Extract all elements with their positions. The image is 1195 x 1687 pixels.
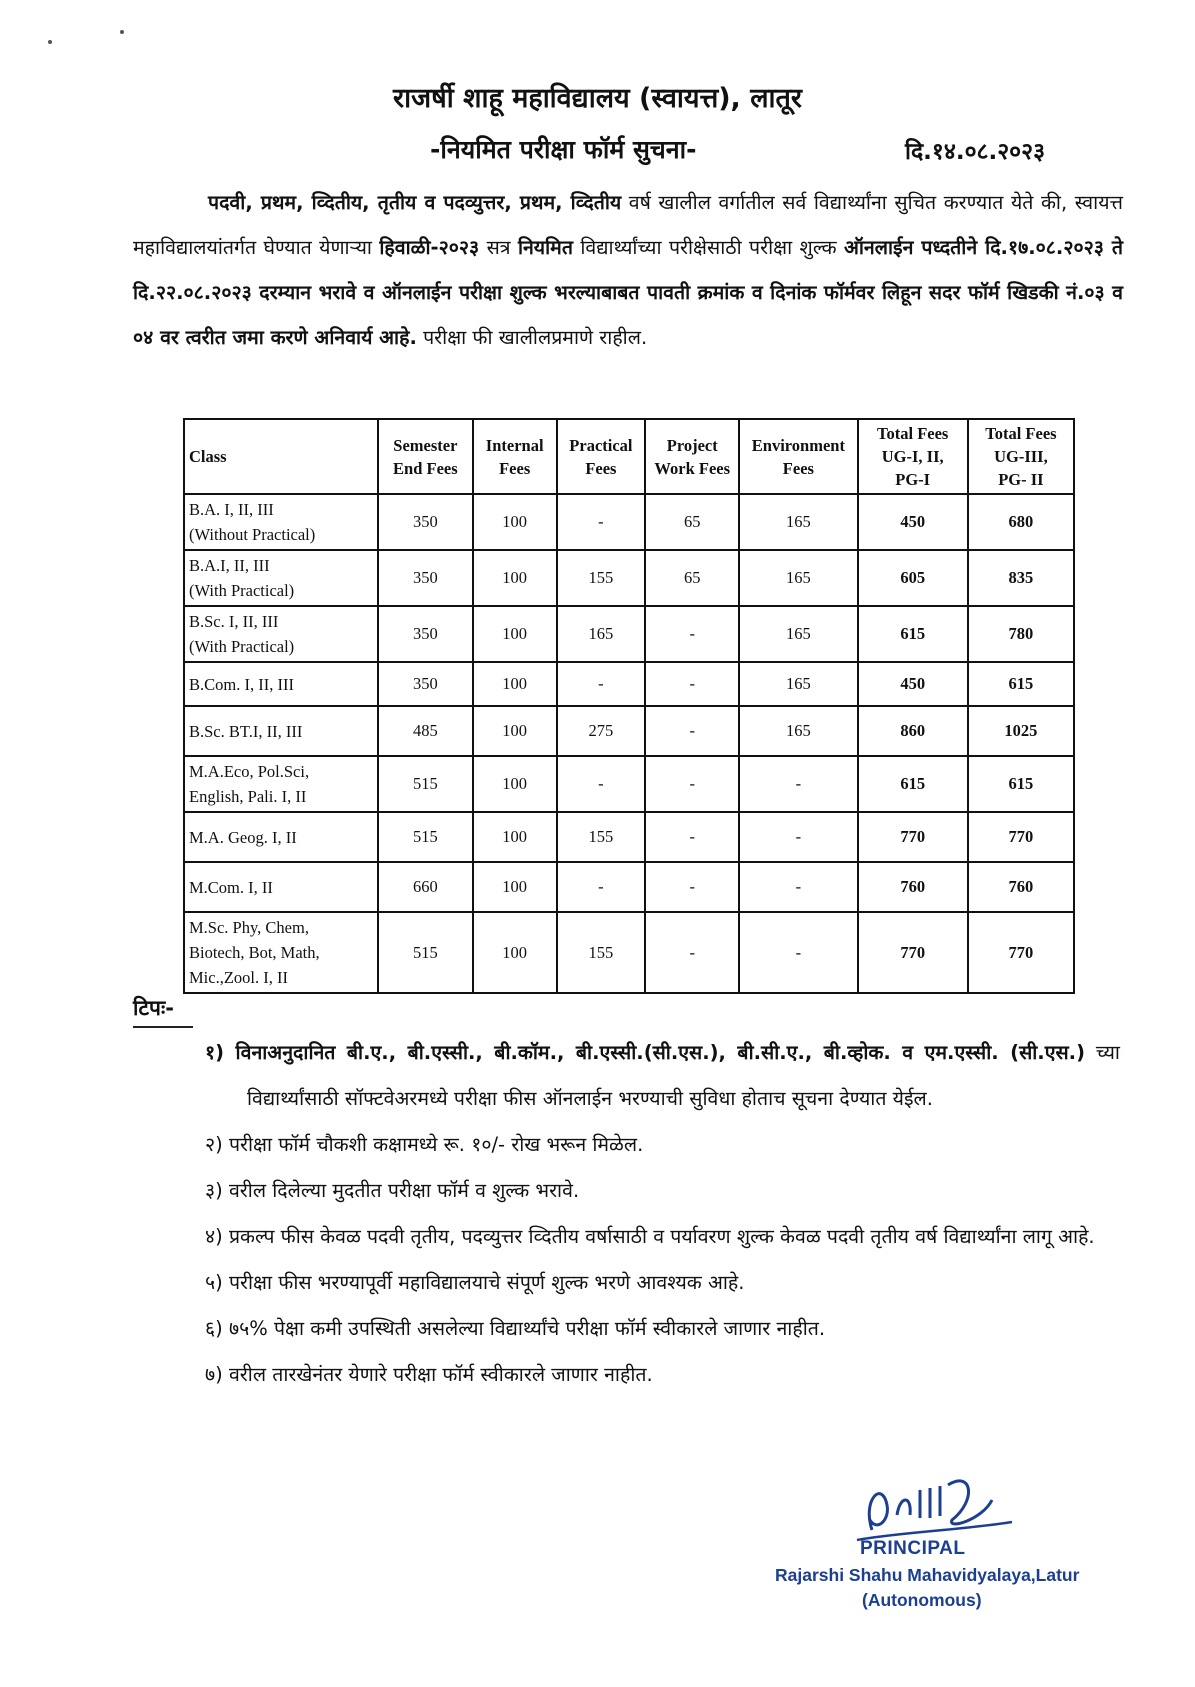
semester-fee-cell: 350 (378, 606, 473, 662)
semester-fee-cell: 515 (378, 812, 473, 862)
notice-subtitle: -नियमित परीक्षा फॉर्म सुचना- (430, 135, 697, 164)
header-class: Class (184, 419, 378, 494)
total-2-cell: 615 (968, 756, 1074, 812)
practical-fee-cell: - (557, 756, 646, 812)
total-2-cell: 770 (968, 812, 1074, 862)
note-item-1 (205, 1030, 1120, 1122)
header-internal-fees: Internal Fees (473, 419, 557, 494)
class-cell: B.Sc. I, II, III (With Practical) (184, 606, 378, 662)
scan-speck (120, 30, 124, 34)
practical-fee-cell: 155 (557, 912, 646, 993)
intro-text-2: वर्ष खालील वर्गातील सर्व विद्यार्थ्यांना सुचित करण्यात येते की, स्वायत्त महाविद्यालयांतर्गत घेण्यात येणाऱ्या (133, 191, 1123, 259)
note-item-6: ६) ७५% पेक्षा कमी उपस्थिती असलेल्या विद्यार्थ्यांचे परीक्षा फॉर्म स्वीकारले जाणार नाहीत. (205, 1317, 826, 1340)
project-fee-cell: - (645, 606, 739, 662)
header-project-work-fees: Project Work Fees (645, 419, 739, 494)
note-item-2: २) परीक्षा फॉर्म चौकशी कक्षामध्ये रू. १०/- रोख भरून मिळेल. (205, 1133, 644, 1156)
semester-fee-cell: 350 (378, 662, 473, 706)
header-environment-fees: Environment Fees (739, 419, 857, 494)
intro-bold-3: हिवाळी-२०२३ (379, 236, 480, 259)
intro-paragraph (133, 180, 1123, 360)
intro-text-6: विद्यार्थ्यांच्या परीक्षेसाठी परीक्षा शुल्क (572, 236, 844, 259)
stamp-principal: PRINCIPAL (860, 1538, 966, 1559)
note-item-7: ७) वरील तारखेनंतर येणारे परीक्षा फॉर्म स्वीकारले जाणार नाहीत. (205, 1363, 653, 1386)
practical-fee-cell: 275 (557, 706, 646, 756)
semester-fee-cell: 515 (378, 756, 473, 812)
table-row (184, 550, 1074, 606)
semester-fee-cell: 515 (378, 912, 473, 993)
internal-fee-cell: 100 (473, 550, 557, 606)
class-cell: M.Sc. Phy, Chem, Biotech, Bot, Math, Mic.,Zool. I, II (184, 912, 378, 993)
environment-fee-cell: - (739, 812, 857, 862)
internal-fee-cell: 100 (473, 662, 557, 706)
project-fee-cell: - (645, 912, 739, 993)
class-cell: M.Com. I, II (184, 862, 378, 912)
header-semester-end-fees: Semester End Fees (378, 419, 473, 494)
total-1-cell: 605 (858, 550, 968, 606)
scan-speck (48, 40, 52, 44)
header-total-fees-ug-i-ii-pg-i: Total Fees UG-I, II, PG-I (858, 419, 968, 494)
table-row (184, 862, 1074, 912)
class-cell: B.A.I, II, III (With Practical) (184, 550, 378, 606)
stamp-college-name: Rajarshi Shahu Mahavidyalaya,Latur (775, 1565, 1080, 1585)
table-row (184, 662, 1074, 706)
college-title: राजर्षी शाहू महाविद्यालय (स्वायत्त), लातूर (393, 83, 802, 114)
project-fee-cell: - (645, 662, 739, 706)
table-row (184, 756, 1074, 812)
environment-fee-cell: 165 (739, 550, 857, 606)
total-2-cell: 780 (968, 606, 1074, 662)
semester-fee-cell: 660 (378, 862, 473, 912)
internal-fee-cell: 100 (473, 862, 557, 912)
total-1-cell: 450 (858, 662, 968, 706)
semester-fee-cell: 350 (378, 494, 473, 550)
total-1-cell: 760 (858, 862, 968, 912)
table-row (184, 706, 1074, 756)
total-2-cell: 1025 (968, 706, 1074, 756)
project-fee-cell: - (645, 812, 739, 862)
internal-fee-cell: 100 (473, 606, 557, 662)
total-2-cell: 760 (968, 862, 1074, 912)
class-cell: M.A.Eco, Pol.Sci, English, Pali. I, II (184, 756, 378, 812)
fee-table (183, 418, 1075, 994)
note-item-5: ५) परीक्षा फीस भरण्यापूर्वी महाविद्यालयाचे संपूर्ण शुल्क भरणे आवश्यक आहे. (205, 1271, 745, 1294)
project-fee-cell: 65 (645, 494, 739, 550)
practical-fee-cell: 155 (557, 550, 646, 606)
intro-text-4: सत्र (479, 236, 518, 259)
stamp-autonomous: (Autonomous) (862, 1590, 982, 1610)
environment-fee-cell: 165 (739, 706, 857, 756)
notes-label: टिपः- (133, 996, 174, 1020)
intro-text-8: परीक्षा फी खालीलप्रमाणे राहील. (416, 326, 648, 349)
class-cell: B.Com. I, II, III (184, 662, 378, 706)
class-cell: M.A. Geog. I, II (184, 812, 378, 862)
practical-fee-cell: - (557, 662, 646, 706)
header-practical-fees: Practical Fees (557, 419, 646, 494)
total-2-cell: 835 (968, 550, 1074, 606)
table-row (184, 494, 1074, 550)
table-row (184, 606, 1074, 662)
intro-bold-5: नियमित (517, 236, 573, 259)
internal-fee-cell: 100 (473, 756, 557, 812)
total-1-cell: 770 (858, 812, 968, 862)
table-row (184, 912, 1074, 993)
total-2-cell: 615 (968, 662, 1074, 706)
semester-fee-cell: 350 (378, 550, 473, 606)
note-item-3: ३) वरील दिलेल्या मुदतीत परीक्षा फॉर्म व शुल्क भरावे. (205, 1179, 580, 1202)
total-2-cell: 680 (968, 494, 1074, 550)
intro-bold-1: पदवी, प्रथम, व्दितीय, तृतीय व पदव्युत्तर, प्रथम, व्दितीय (208, 191, 622, 214)
practical-fee-cell: 165 (557, 606, 646, 662)
notice-date: दि.१४.०८.२०२३ (905, 139, 1046, 165)
notes-label-underline (133, 1026, 193, 1028)
environment-fee-cell: - (739, 862, 857, 912)
intro-bold-7: ऑनलाईन पध्दतीने दि.१७.०८.२०२३ ते दि.२२.०८.२०२३ दरम्यान भरावे व ऑनलाईन परीक्षा शुल्क भरल्याबाबत पावती क्रमांक व दिनांक फॉर्मवर लिहून सदर फॉर्म खिडकी नं.०३ व ०४ वर त्वरीत जमा करणे अनिवार्य आहे. (133, 236, 1123, 349)
practical-fee-cell: 155 (557, 812, 646, 862)
total-1-cell: 615 (858, 606, 968, 662)
environment-fee-cell: 165 (739, 494, 857, 550)
project-fee-cell: - (645, 706, 739, 756)
total-2-cell: 770 (968, 912, 1074, 993)
notes-list (205, 1030, 1120, 1398)
environment-fee-cell: 165 (739, 662, 857, 706)
note-1-bold: १) विनाअनुदानित बी.ए., बी.एस्सी., बी.कॉम., बी.एस्सी.(सी.एस.), बी.सी.ए., बी.व्होक. व एम.एस्सी. (सी.एस.) (205, 1041, 1085, 1064)
total-1-cell: 450 (858, 494, 968, 550)
semester-fee-cell: 485 (378, 706, 473, 756)
internal-fee-cell: 100 (473, 706, 557, 756)
internal-fee-cell: 100 (473, 812, 557, 862)
internal-fee-cell: 100 (473, 494, 557, 550)
class-cell: B.A. I, II, III (Without Practical) (184, 494, 378, 550)
principal-signature (852, 1460, 1022, 1550)
total-1-cell: 770 (858, 912, 968, 993)
total-1-cell: 615 (858, 756, 968, 812)
note-1-rest: च्या विद्यार्थ्यांसाठी सॉफ्टवेअरमध्ये परीक्षा फीस ऑनलाईन भरण्याची सुविधा होताच सूचना देण्यात येईल. (247, 1041, 1120, 1110)
fee-table-header-row (184, 419, 1074, 494)
table-row (184, 812, 1074, 862)
practical-fee-cell: - (557, 862, 646, 912)
project-fee-cell: - (645, 756, 739, 812)
note-item-4: ४) प्रकल्प फीस केवळ पदवी तृतीय, पदव्युत्तर व्दितीय वर्षासाठी व पर्यावरण शुल्क केवळ पदवी तृतीय वर्ष विद्यार्थ्यांना लागू आहे. (205, 1225, 1095, 1248)
total-1-cell: 860 (858, 706, 968, 756)
practical-fee-cell: - (557, 494, 646, 550)
header-total-fees-ug-iii-pg-ii: Total Fees UG-III, PG- II (968, 419, 1074, 494)
environment-fee-cell: - (739, 756, 857, 812)
environment-fee-cell: 165 (739, 606, 857, 662)
internal-fee-cell: 100 (473, 912, 557, 993)
environment-fee-cell: - (739, 912, 857, 993)
project-fee-cell: - (645, 862, 739, 912)
class-cell: B.Sc. BT.I, II, III (184, 706, 378, 756)
project-fee-cell: 65 (645, 550, 739, 606)
